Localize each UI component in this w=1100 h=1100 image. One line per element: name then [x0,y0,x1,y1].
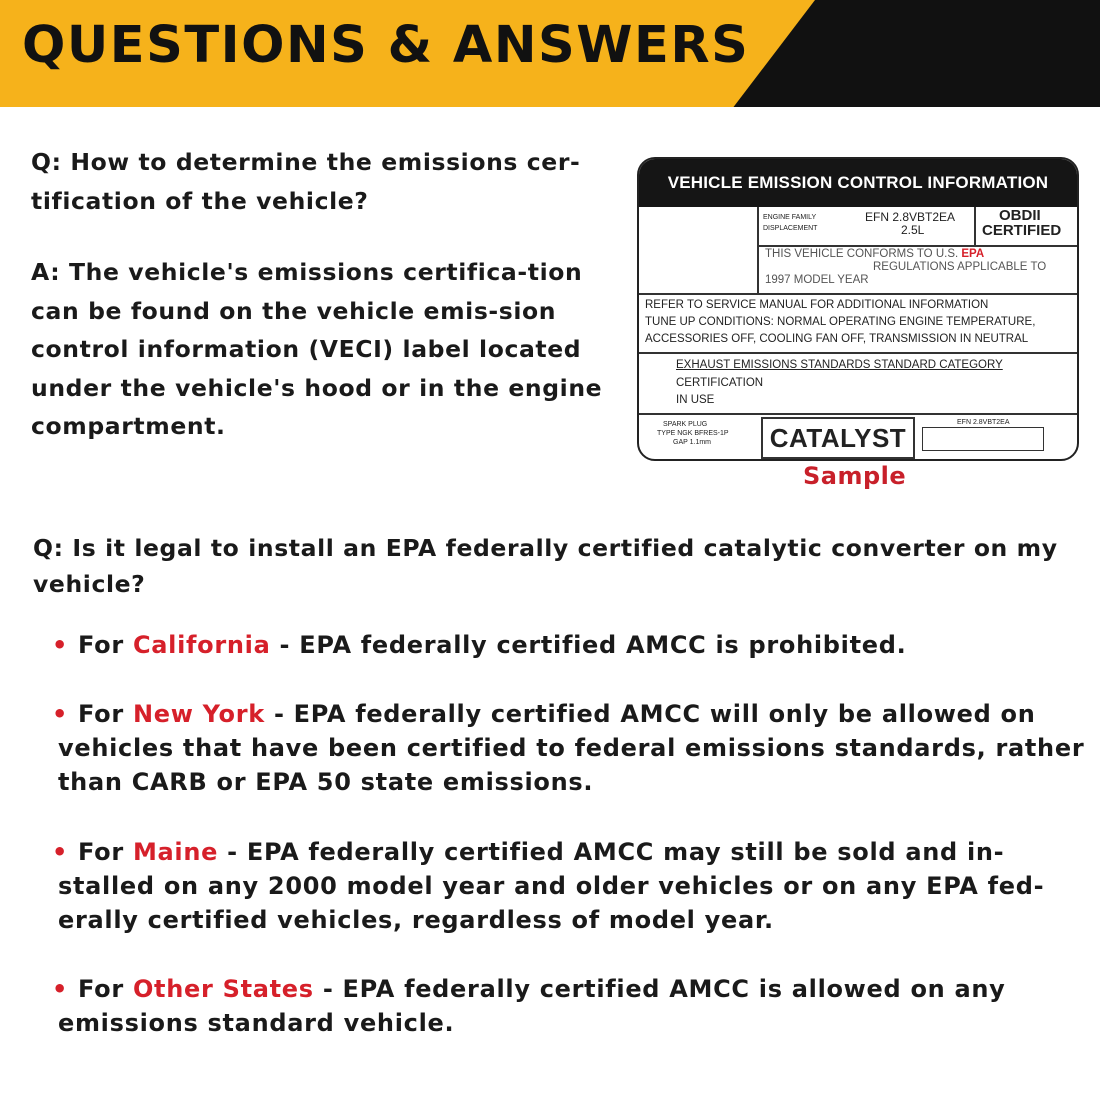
question-1 [31,143,621,220]
catalyst-box [761,417,915,459]
exhaust-line-3: IN USE [676,394,715,406]
conforms-line-1 [765,248,984,260]
displacement-label: DISPLACEMENT [763,225,818,232]
bullet-icon: • [52,975,69,1003]
list-item [52,972,1088,1040]
catalyst-text: CATALYST [769,422,907,453]
label-divider [639,293,1077,295]
list-item [52,697,1088,799]
refer-line-3: ACCESSORIES OFF, COOLING FAN OFF, TRANSMISSION IN NEUTRAL [645,333,1029,345]
state-name: Other States [132,975,314,1003]
conforms-line-3: 1997 MODEL YEAR [765,274,869,286]
label-divider [974,207,976,245]
conforms-epa: EPA [961,248,985,260]
bullet-text: - EPA federally certified AMCC will only be allowed on vehicles that have been certified to federal emissions standards, rather than CARB or EPA 50 state emissions. [58,700,1085,796]
bullet-text: - EPA federally certified AMCC is allowed on any emissions standard vehicle. [58,975,1006,1037]
question-2-text: Q: Is it legal to install an EPA federally certified catalytic converter on my vehicle? [33,534,1058,598]
answer-1 [31,253,621,446]
efn-small-text: EFN 2.8VBT2EA [957,419,1010,426]
refer-line-1: REFER TO SERVICE MANUAL FOR ADDITIONAL INFORMATION [645,299,989,311]
label-divider [639,352,1077,354]
bullet-prefix: For [78,631,133,659]
list-item [52,835,1088,937]
refer-line-2: TUNE UP CONDITIONS: NORMAL OPERATING ENGINE TEMPERATURE, [645,316,1036,328]
bullet-icon: • [52,700,69,728]
spark-plug-line-3: GAP 1.1mm [673,439,711,446]
blank-field [922,427,1044,451]
bullet-icon: • [52,631,69,659]
bullet-prefix: For [78,700,133,728]
bullet-prefix: For [78,838,133,866]
page-title: QUESTIONS & ANSWERS [22,16,750,75]
label-divider [757,207,759,293]
conforms-line-2: REGULATIONS APPLICABLE TO [873,261,1047,273]
spark-plug-line-1: SPARK PLUG [663,421,708,428]
displacement-value: 2.5L [901,223,925,237]
veci-label [637,157,1079,461]
state-name: California [132,631,271,659]
label-divider [757,245,1077,247]
engine-family-label: ENGINE FAMILY [763,214,817,221]
question-2 [33,530,1083,602]
bullet-text: - EPA federally certified AMCC is prohibited. [270,631,907,659]
state-name: New York [132,700,265,728]
bullet-prefix: For [78,975,133,1003]
label-divider [639,413,1077,415]
label-caption: Sample [803,462,907,490]
bullet-text: - EPA federally certified AMCC may still be sold and in-stalled on any 2000 model year and older vehicles or on any EPA fed-erally certified vehicles, regardless of model year. [58,838,1045,934]
list-item [52,628,1088,662]
veci-label-title: VEHICLE EMISSION CONTROL INFORMATION [639,159,1077,207]
state-name: Maine [132,838,219,866]
exhaust-line-2: CERTIFICATION [676,377,764,389]
bullet-icon: • [52,838,69,866]
spark-plug-line-2: TYPE NGK BFRES-1P [657,430,729,437]
exhaust-line-1: EXHAUST EMISSIONS STANDARDS STANDARD CATEGORY [676,359,1003,371]
obd-line-1: OBDII [999,207,1041,224]
question-1-text: Q: How to determine the emissions cer-tification of the vehicle? [31,148,581,215]
engine-family-value: EFN 2.8VBT2EA [865,210,956,224]
conforms-text: THIS VEHICLE CONFORMS TO U.S. [765,248,959,260]
answer-1-text: A: The vehicle's emissions certifica-tion can be found on the vehicle emis-sion control information (VECI) label located under the vehicle's hood or in the engine compartment. [31,258,603,440]
obd-line-2: CERTIFIED [982,222,1062,239]
